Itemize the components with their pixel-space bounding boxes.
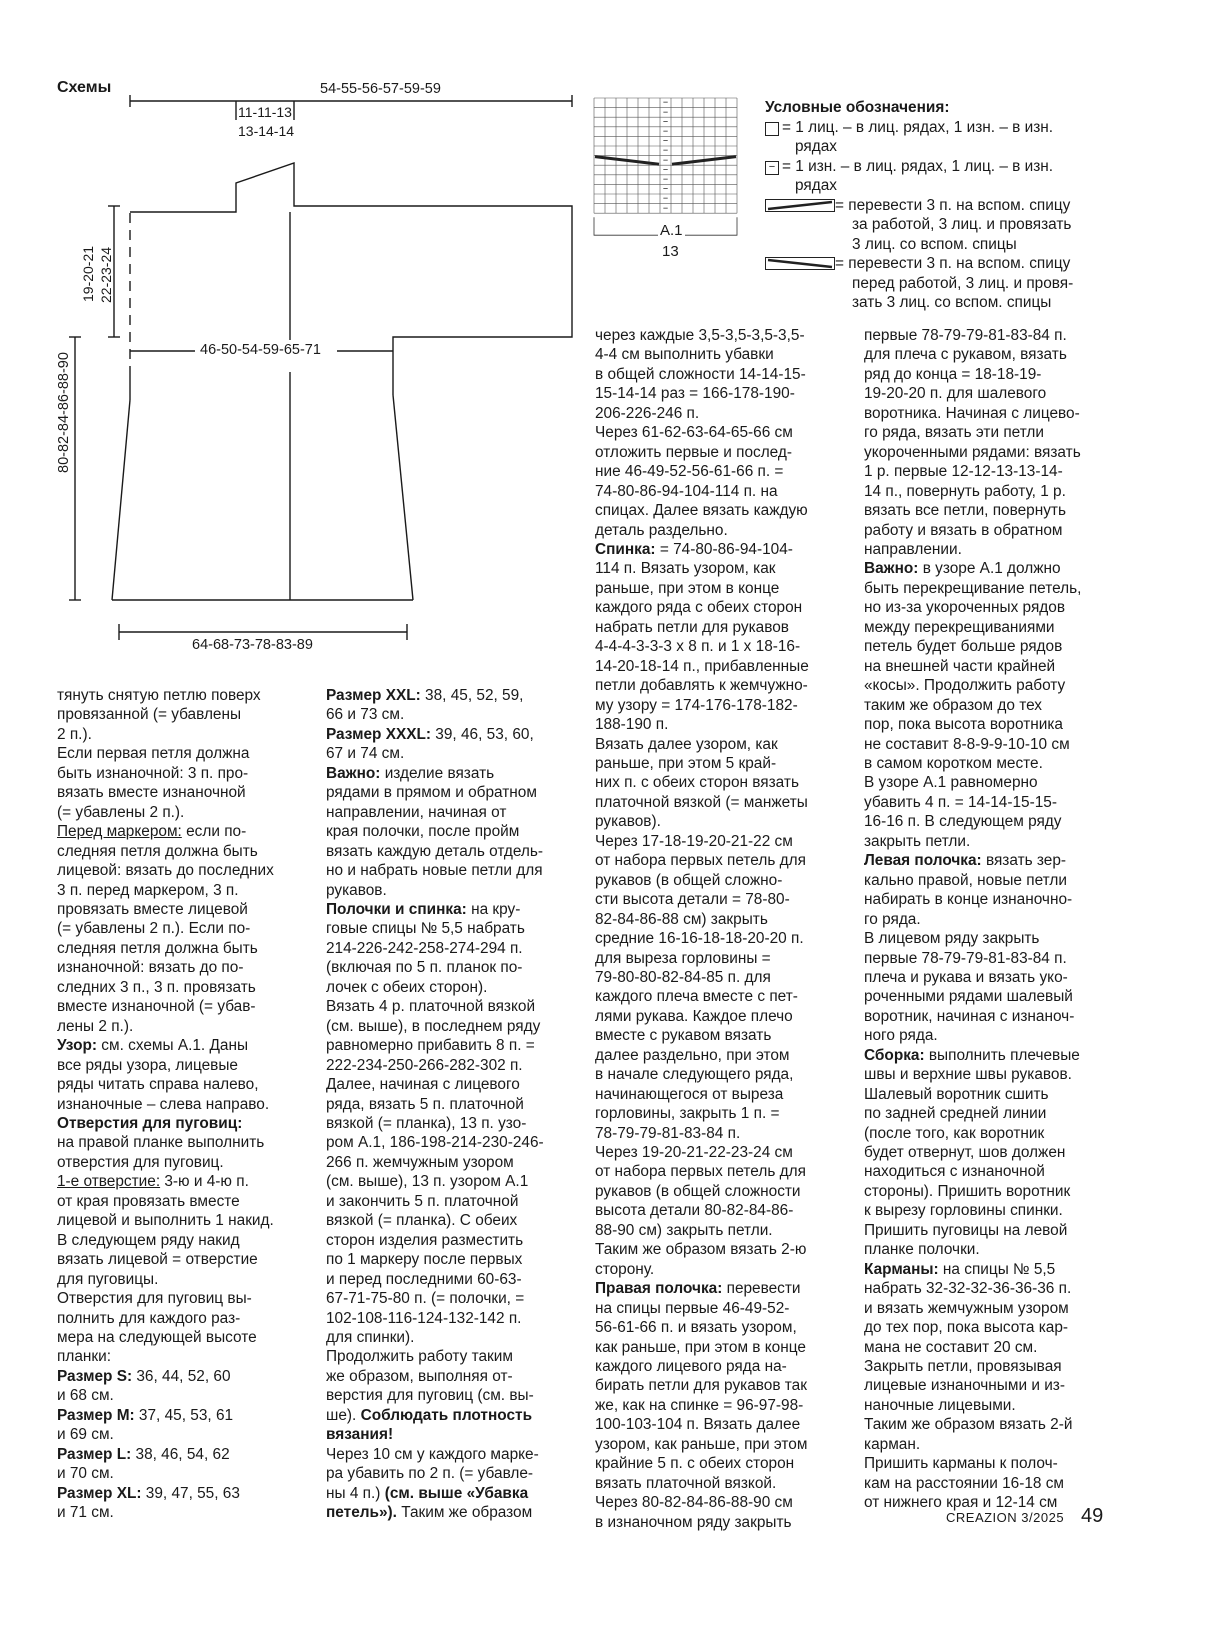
subheading-before-marker: Перед маркером:: [57, 823, 182, 841]
text-line: вязать лицевой = отверстие: [57, 1251, 258, 1269]
text-line: Далее, начиная с лицевого: [326, 1076, 520, 1094]
text-line: мера на следующей высоте: [57, 1328, 257, 1346]
text-line: отложить первые и послед-: [595, 443, 793, 461]
text-line: таким же образом до тех: [864, 696, 1042, 714]
text-line: направлении, начиная от: [326, 803, 507, 821]
text-line: Шалевый воротник сшить: [864, 1085, 1049, 1103]
label-length: 80-82-84-86-88-90: [56, 352, 72, 473]
text-line: 214-226-242-258-274-294 п.: [326, 939, 523, 957]
text-line: Если первая петля должна: [57, 745, 250, 763]
text-line: сти высота детали = 78-80-: [595, 891, 790, 909]
text-line: 100-103-104 п. Вязать далее: [595, 1416, 801, 1434]
purl-stitch-mark: −: [662, 174, 669, 184]
text-line: для пуговицы.: [57, 1270, 159, 1288]
text-line: следних 3 п., 3 п. провязать: [57, 978, 256, 996]
text-line: все ряды узора, лицевые: [57, 1056, 238, 1074]
text-line: кам на расстоянии 16-18 см: [864, 1474, 1064, 1492]
text-line: спицах. Далее вязать каждую: [595, 502, 808, 520]
text-line: Правая полочка: перевести: [595, 1280, 801, 1298]
text-line: Размер XL: 39, 47, 55, 63: [57, 1484, 240, 1502]
heading-size-xl: Размер XL:: [57, 1484, 142, 1502]
text-line: вязать платочной вязкой.: [595, 1474, 777, 1492]
text-line: вязать все петли, повернуть: [864, 502, 1066, 520]
text-line: сторон изделия разместить: [326, 1231, 524, 1249]
text-line: Через 10 см у каждого марке-: [326, 1445, 539, 1463]
text-line: 67-71-75-80 п. (= полочки, =: [326, 1290, 525, 1308]
text-line: роченными рядами шалевый: [864, 988, 1073, 1006]
text-line: Спинка: = 74-80-86-94-104-: [595, 540, 793, 558]
text-line: 206-226-246 п.: [595, 404, 700, 422]
cable-front-icon: [765, 257, 835, 271]
text-line: на спицы первые 46-49-52-: [595, 1299, 790, 1317]
text-line: Вязать далее узором, как: [595, 735, 778, 753]
text-line: отверстия для пуговиц.: [57, 1153, 224, 1171]
text-line: ряда, вязать 5 п. платочной: [326, 1095, 524, 1113]
text-line: планке полочки.: [864, 1241, 980, 1259]
text-line: убавить 4 п. = 14-14-15-15-: [864, 793, 1057, 811]
text-line: 16-16 п. В следующем ряду: [864, 813, 1062, 831]
text-line: Таким же образом вязать 2-й: [864, 1416, 1073, 1434]
text-line: [326, 1425, 588, 1444]
text-line: (= убавлены 2 п.).: [57, 803, 185, 821]
label-width-bottom: 64-68-73-78-83-89: [192, 637, 313, 653]
text-line: лочек с обеих сторон).: [326, 978, 488, 996]
text-line: вязкой (= планка). С обеих: [326, 1212, 518, 1230]
text-line: рукавов (в общей сложности: [595, 1182, 801, 1200]
purl-square-icon: −: [765, 161, 779, 175]
text-line: стороны). Пришить воротник: [864, 1182, 1071, 1200]
label-width-mid: 46-50-54-59-65-71: [197, 342, 324, 358]
text-line: лями рукава. Каждое плечо: [595, 1007, 793, 1025]
text-line: средние 16-16-18-18-20-20 п.: [595, 930, 804, 948]
label-width-top: 54-55-56-57-59-59: [320, 81, 441, 97]
footer-brand: CREAZION 3/2025: [946, 1510, 1065, 1525]
text-line: но и набрать новые петли для: [326, 862, 543, 880]
heading-pattern: Узор:: [57, 1037, 98, 1055]
text-line: каждого ряда с обеих сторон: [595, 599, 803, 617]
text-line: го ряда.: [864, 910, 921, 928]
text-line: набрать петли для рукавов: [595, 618, 789, 636]
text-line: для спинки).: [326, 1328, 415, 1346]
text-line: и перед последними 60-63-: [326, 1270, 522, 1288]
legend-title: Условные обозначения:: [765, 99, 950, 116]
text-line: деталь раздельно.: [595, 521, 728, 539]
text-line: Размер XXXL: 39, 46, 53, 60,: [326, 725, 534, 743]
heading-size-l: Размер L:: [57, 1445, 132, 1463]
text-line: 2 п.).: [57, 725, 92, 743]
text-line: горловины, закрыть 1 п. =: [595, 1105, 780, 1123]
text-line: петель»). Таким же образом: [326, 1504, 533, 1522]
heading-see-decrease-cont: петель»).: [326, 1504, 397, 1522]
text-line: 79-80-80-82-84-85 п. для: [595, 968, 771, 986]
text-line: первые 78-79-79-81-83-84 п.: [864, 949, 1067, 967]
heading-right-front: Правая полочка:: [595, 1280, 723, 1298]
text-line: (после того, как воротник: [864, 1124, 1045, 1142]
text-line: вязкой (= планка), 13 п. узо-: [326, 1114, 527, 1132]
text-line: воротника. Начиная с лицево-: [864, 404, 1080, 422]
legend-purl-line1: = 1 изн. – в лиц. рядах, 1 лиц. – в изн.: [782, 157, 1054, 175]
legend-cable-front-line3: зать 3 лиц. со вспом. спицы: [852, 294, 1052, 311]
text-line: ше). Соблюдать плотность: [326, 1406, 533, 1424]
text-column-1: [57, 686, 319, 1522]
text-line: платочной вязкой (= манжеты: [595, 793, 808, 811]
text-line: петли добавлять к жемчужно-: [595, 677, 808, 695]
text-line: рядами в прямом и обратном: [326, 784, 537, 802]
pattern-chart-a1: [590, 90, 750, 270]
heading-fronts-and-back: Полочки и спинка:: [326, 900, 467, 918]
text-line: и 69 см.: [57, 1426, 114, 1444]
text-line: Важно: в узоре A.1 должно: [864, 560, 1061, 578]
text-line: для выреза горловины =: [595, 949, 771, 967]
text-line: быть изнаночной: 3 п. про-: [57, 764, 249, 782]
text-line: каждого лицевого ряда на-: [595, 1358, 787, 1376]
text-line: наночные лицевыми.: [864, 1396, 1016, 1414]
text-line: по задней средней линии: [864, 1105, 1047, 1123]
text-line: го ряда, вязать эти петли: [864, 424, 1044, 442]
text-line: к вырезу горловины спинки.: [864, 1202, 1063, 1220]
text-line: Отверстия для пуговиц вы-: [57, 1290, 252, 1308]
text-line: 114 п. Вязать узором, как: [595, 560, 776, 578]
text-line: (включая по 5 п. планок по-: [326, 959, 523, 977]
heading-gauge: Соблюдать плотность: [356, 1406, 533, 1424]
purl-stitch-mark: −: [662, 97, 669, 108]
text-line: В следующем ряду накид: [57, 1231, 240, 1249]
heading-size-xxl: Размер XXL:: [326, 687, 421, 704]
text-line: от края провязать вместе: [57, 1192, 240, 1210]
page-number: 49: [1081, 1505, 1104, 1527]
text-line: ны 4 п.) (см. выше «Убавка: [326, 1484, 529, 1502]
text-line: лены 2 п.).: [57, 1017, 134, 1035]
text-line: 266 п. жемчужным узором: [326, 1153, 514, 1171]
text-line: 82-84-86-88 см) закрыть: [595, 910, 768, 928]
text-line: му узору = 174-176-178-182-: [595, 696, 798, 714]
text-column-3: [595, 326, 857, 1532]
text-line: «косы». Продолжить работу: [864, 677, 1066, 695]
purl-stitch-mark: −: [662, 164, 669, 175]
purl-stitch-mark: −: [662, 145, 669, 156]
text-line: Сборка: выполнить плечевые: [864, 1046, 1080, 1064]
text-line: 4-4-4-3-3-3 х 8 п. и 1 х 18-16-: [595, 638, 801, 656]
heading-important-2: Важно:: [864, 560, 919, 578]
text-line: В лицевом ряду закрыть: [864, 930, 1040, 948]
text-line: провязать вместе лицевой: [57, 900, 248, 918]
purl-stitch-mark: −: [662, 154, 669, 165]
text-line: 88-90 см) закрыть петли.: [595, 1221, 773, 1239]
text-line: 188-190 п.: [595, 716, 669, 734]
text-line: укороченными рядами: вязать: [864, 443, 1081, 461]
text-line: 14-20-18-14 п., прибавленные: [595, 657, 809, 675]
text-line: Через 17-18-19-20-21-22 см: [595, 832, 793, 850]
text-line: ряд до конца = 18-18-19-: [864, 365, 1042, 383]
text-line: узором, как раньше, при этом: [595, 1435, 808, 1453]
text-line: 78-79-79-81-83-84 п.: [595, 1124, 741, 1142]
heading-important: Важно:: [326, 764, 381, 782]
text-line: Через 61-62-63-64-65-66 см: [595, 424, 793, 442]
text-line: 1 р. первые 12-12-13-13-14-: [864, 463, 1063, 481]
text-line: бирать петли для рукавов так: [595, 1377, 807, 1395]
heading-left-front: Левая полочка:: [864, 852, 982, 870]
text-line: Пришить пуговицы на левой: [864, 1221, 1068, 1239]
text-line: Закрыть петли, провязывая: [864, 1358, 1062, 1376]
text-line: сторону.: [595, 1260, 655, 1278]
chart-name: A.1: [660, 222, 683, 239]
heading-back: Спинка:: [595, 540, 656, 558]
text-line: изнаночные – слева направо.: [57, 1095, 270, 1113]
text-line: (см. выше), 13 п. узором A.1: [326, 1173, 529, 1191]
text-line: Перед маркером: если по-: [57, 823, 247, 841]
text-line: вязать каждую деталь отдель-: [326, 842, 544, 860]
text-line: и 70 см.: [57, 1465, 114, 1483]
text-line: от набора первых петель для: [595, 852, 806, 870]
text-line: Вязать 4 р. платочной вязкой: [326, 998, 536, 1016]
text-line: Через 19-20-21-22-23-24 см: [595, 1144, 793, 1162]
text-column-4: [864, 326, 1126, 1513]
text-line: 222-234-250-266-282-302 п.: [326, 1056, 523, 1074]
purl-stitch-mark: −: [662, 135, 669, 146]
text-line: высота детали 80-82-84-86-: [595, 1202, 794, 1220]
heading-gauge-cont: вязания!: [326, 1426, 394, 1444]
text-line: 14 п., повернуть работу, 1 р.: [864, 482, 1066, 500]
label-neck-width-1: 11-11-13: [238, 104, 292, 120]
text-line: пор, пока высота воротника: [864, 716, 1063, 734]
text-line: в самом коротком месте.: [864, 754, 1043, 772]
purl-stitch-mark: −: [662, 106, 669, 117]
text-line: следняя петля должна быть: [57, 842, 258, 860]
text-line: (= убавлены 2 п.). Если по-: [57, 920, 251, 938]
text-line: направлении.: [864, 540, 962, 558]
schematic: [0, 0, 590, 670]
heading-size-s: Размер S:: [57, 1367, 133, 1385]
heading-see-decrease: (см. выше «Убавка: [380, 1484, 529, 1502]
purl-stitch-mark: −: [662, 183, 669, 194]
text-line: Узор: см. схемы A.1. Даны: [57, 1037, 249, 1055]
text-line: рукавов.: [326, 881, 387, 899]
text-line: далее раздельно, при этом: [595, 1046, 790, 1064]
heading-size-xxxl: Размер XXXL:: [326, 725, 432, 743]
text-line: Карманы: на спицы № 5,5: [864, 1260, 1056, 1278]
text-line: Размер M: 37, 45, 53, 61: [57, 1406, 234, 1424]
text-line: Важно: изделие вязать: [326, 764, 495, 782]
text-line: раньше, при этом в конце: [595, 579, 780, 597]
text-line: 74-80-86-94-104-114 п. на: [595, 482, 778, 500]
text-line: на правой планке выполнить: [57, 1134, 265, 1152]
text-line: рукавов (в общей сложно-: [595, 871, 783, 889]
text-line: лицевой: вязать до последних: [57, 862, 274, 880]
text-line: изнаночной: вязать до по-: [57, 959, 244, 977]
text-line: равномерно прибавить 8 п. =: [326, 1037, 535, 1055]
text-line: и вязать жемчужным узором: [864, 1299, 1069, 1317]
text-line: 4-4 см выполнить убавки: [595, 346, 774, 364]
text-line: ряды читать справа налево,: [57, 1076, 259, 1094]
text-line: Через 80-82-84-86-88-90 см: [595, 1494, 793, 1512]
text-line: и 71 см.: [57, 1504, 114, 1522]
text-line: ра убавить по 2 п. (= убавле-: [326, 1465, 534, 1483]
text-line: ние 46-49-52-56-61-66 п. =: [595, 463, 784, 481]
text-line: каждого плеча вместе с пет-: [595, 988, 798, 1006]
text-line: набирать в конце изнаночно-: [864, 891, 1073, 909]
text-line: Полочки и спинка: на кру-: [326, 900, 521, 918]
purl-stitch-mark: −: [662, 126, 669, 136]
text-line: находиться с изнаночной: [864, 1163, 1045, 1181]
purl-stitch-mark: −: [662, 116, 669, 127]
heading-pockets: Карманы:: [864, 1260, 939, 1278]
text-line: начинающегося от выреза: [595, 1085, 784, 1103]
legend-knit-line2: рядах: [795, 138, 837, 155]
text-line: и закончить 5 п. платочной: [326, 1192, 519, 1210]
heading-buttonholes: Отверстия для пуговиц:: [57, 1114, 243, 1132]
text-line: и 68 см.: [57, 1387, 114, 1405]
text-line: от нижнего края и 12-14 см: [864, 1494, 1058, 1512]
text-line: для плеча с рукавом, вязать: [864, 346, 1067, 364]
legend-cable-front-line1: = перевести 3 п. на вспом. спицу: [835, 255, 1071, 272]
text-line: 1-е отверстие: 3-ю и 4-ю п.: [57, 1173, 249, 1191]
text-line: следняя петля должна быть: [57, 939, 258, 957]
schematic-title: Схемы: [57, 79, 112, 96]
text-line: провязанной (= убавлены: [57, 706, 242, 724]
text-line: будет отвернут, шов должен: [864, 1144, 1066, 1162]
text-column-2: [326, 686, 588, 1522]
legend: [765, 98, 1205, 313]
text-line: 15-14-14 раз = 166-178-190-: [595, 385, 795, 403]
text-line: но из-за укороченных рядов: [864, 599, 1065, 617]
legend-cable-back-line3: 3 лиц. со вспом. спицы: [852, 235, 1017, 253]
text-line: воротник, начиная с изнаноч-: [864, 1007, 1075, 1025]
label-sleeve-height-2: 22-23-24: [98, 246, 114, 303]
legend-purl-line2: рядах: [795, 177, 837, 194]
text-line: вязать вместе изнаночной: [57, 784, 246, 802]
purl-stitch-mark: −: [662, 193, 669, 204]
text-line: 67 и 74 см.: [326, 745, 405, 763]
text-line: набрать 32-32-32-36-36-36 п.: [864, 1280, 1072, 1298]
text-line: до тех пор, пока высота кар-: [864, 1319, 1069, 1337]
text-line: же, как на спинке = 96-97-98-: [595, 1396, 804, 1414]
text-line: через каждые 3,5-3,5-3,5-3,5-: [595, 327, 805, 344]
text-line: Таким же образом вязать 2-ю: [595, 1241, 807, 1259]
text-line: крайние 5 п. с обеих сторон: [595, 1455, 795, 1473]
heading-assembly: Сборка:: [864, 1046, 925, 1064]
text-line: [57, 1114, 319, 1133]
text-line: кально правой, новые петли: [864, 871, 1067, 889]
text-line: них п. с обеих сторон вязать: [595, 774, 799, 792]
text-line: Левая полочка: вязать зер-: [864, 852, 1067, 870]
text-line: лицевые изнаночными и из-: [864, 1377, 1065, 1395]
legend-cable-back-line1: = перевести 3 п. на вспом. спицу: [835, 196, 1071, 214]
chart-stitch-count: 13: [662, 243, 679, 260]
label-neck-width-2: 13-14-14: [238, 123, 295, 139]
text-line: как раньше, при этом в конце: [595, 1338, 806, 1356]
text-line: между перекрещиваниями: [864, 618, 1055, 636]
text-line: в начале следующего ряда,: [595, 1066, 794, 1084]
text-line: от набора первых петель для: [595, 1163, 806, 1181]
text-line: первые 78-79-79-81-83-84 п.: [864, 327, 1067, 344]
text-line: полнить для каждого раз-: [57, 1309, 241, 1327]
text-line: в изнаночном ряду закрыть: [595, 1513, 792, 1531]
text-line: раньше, при этом 5 край-: [595, 754, 777, 772]
text-line: (см. выше), в последнем ряду: [326, 1017, 541, 1035]
text-line: на внешней части крайней: [864, 657, 1056, 675]
text-line: в общей сложности 14-14-15-: [595, 365, 806, 383]
text-line: 66 и 73 см.: [326, 706, 405, 724]
knit-square-icon: [765, 122, 779, 136]
legend-cable-back-line2: за работой, 3 лиц. и провязать: [852, 216, 1072, 233]
legend-knit-line1: = 1 лиц. – в лиц. рядах, 1 изн. – в изн.: [782, 118, 1054, 136]
text-line: не составит 8-8-9-9-10-10 см: [864, 735, 1070, 753]
text-line: Размер XXL: 38, 45, 52, 59,: [326, 687, 524, 704]
subheading-first-hole: 1-е отверстие:: [57, 1173, 161, 1191]
text-line: вместе с рукавом вязать: [595, 1027, 772, 1045]
text-line: Пришить карманы к полоч-: [864, 1455, 1058, 1473]
text-line: 56-61-66 п. и вязать узором,: [595, 1319, 797, 1337]
text-line: швы и верхние швы рукавов.: [864, 1066, 1072, 1084]
label-sleeve-height-1: 19-20-21: [80, 245, 96, 302]
text-line: 102-108-116-124-132-142 п.: [326, 1309, 522, 1327]
text-line: же образом, выполняя от-: [326, 1367, 513, 1385]
garment-outline: [0, 0, 590, 670]
text-line: говые спицы № 5,5 набрать: [326, 920, 525, 938]
cable-back-icon: [765, 199, 835, 213]
text-line: верстия для пуговиц (см. вы-: [326, 1387, 534, 1405]
text-line: карман.: [864, 1435, 921, 1453]
text-line: по 1 маркеру после первых: [326, 1251, 523, 1269]
text-line: лицевой и выполнить 1 накид.: [57, 1212, 274, 1230]
text-line: края полочки, после пройм: [326, 823, 520, 841]
text-line: тянуть снятую петлю поверх: [57, 687, 261, 704]
text-line: быть перекрещивание петель,: [864, 579, 1082, 597]
purl-stitch-mark: −: [662, 202, 669, 213]
text-line: петель будет больше рядов: [864, 638, 1063, 656]
legend-cable-front-line2: перед работой, 3 лиц. и провя-: [852, 274, 1074, 292]
text-line: В узоре A.1 равномерно: [864, 774, 1038, 792]
text-line: мана не составит 20 см.: [864, 1338, 1038, 1356]
text-line: планки:: [57, 1348, 111, 1366]
text-line: 19-20-20 п. для шалевого: [864, 385, 1047, 403]
text-line: закрыть петли.: [864, 832, 971, 850]
heading-size-m: Размер M:: [57, 1406, 135, 1424]
text-line: Продолжить работу таким: [326, 1348, 513, 1366]
text-line: 3 п. перед маркером, 3 п.: [57, 881, 239, 899]
text-line: Размер L: 38, 46, 54, 62: [57, 1445, 230, 1463]
text-line: плеча и рукава и вязать уко-: [864, 968, 1068, 986]
text-line: ного ряда.: [864, 1027, 938, 1045]
text-line: рукавов).: [595, 813, 661, 831]
text-line: Размер S: 36, 44, 52, 60: [57, 1367, 231, 1385]
text-line: ром A.1, 186-198-214-230-246-: [326, 1134, 544, 1152]
text-line: вместе изнаночной (= убав-: [57, 998, 256, 1016]
text-line: работу и вязать в обратном: [864, 521, 1063, 539]
